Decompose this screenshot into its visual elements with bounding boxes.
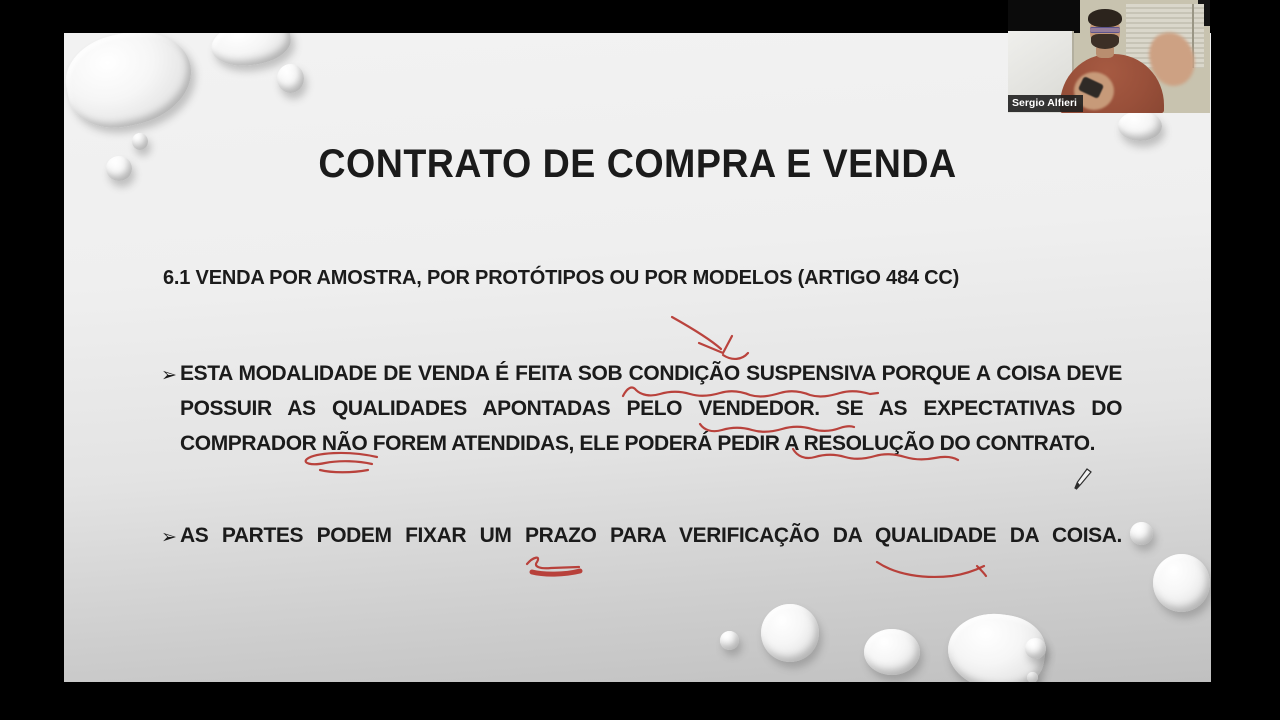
red-underline-prazo [527, 558, 580, 574]
webcam-overlay[interactable] [1008, 0, 1210, 113]
bullet-1-line-1: ESTA MODALIDADE DE VENDA É FEITA SOB CONDIÇÃO SUSPENSIVA PORQUE A COISA DEVE [180, 362, 1122, 385]
bullet-2-line-1: AS PARTES PODEM FIXAR UM PRAZO PARA VERIFICAÇÃO DA QUALIDADE DA COISA. [180, 524, 1122, 547]
water-droplet [1027, 672, 1038, 682]
bullet-1-line-2: POSSUIR AS QUALIDADES APONTADAS PELO VENDEDOR. SE AS EXPECTATIVAS DO [180, 397, 1122, 420]
water-droplet [1130, 522, 1153, 545]
red-arrow-to-condicao-suspensiva-icon [672, 317, 748, 359]
speaker-glasses [1090, 27, 1120, 33]
pen-cursor-icon [1072, 465, 1096, 491]
speaker-hair [1088, 9, 1122, 27]
bullet-1-line-3: COMPRADOR NÃO FOREM ATENDIDAS, ELE PODERÁ PEDIR A RESOLUÇÃO DO CONTRATO. [180, 432, 1096, 455]
webcam-dark-corner [1008, 0, 1080, 33]
participant-name-label: Sergio Alfieri [1008, 95, 1083, 112]
water-droplet [761, 604, 819, 662]
water-droplet [1025, 638, 1046, 659]
bullet-paragraph-1 [180, 356, 1122, 461]
bullet-arrow-marker: ➢ [161, 527, 177, 548]
water-droplet [1153, 554, 1210, 612]
red-underline-qualidade [877, 562, 986, 577]
water-droplet [720, 631, 739, 650]
water-droplet [1118, 111, 1162, 141]
bullet-paragraph-2 [180, 518, 1122, 553]
water-droplet [864, 629, 920, 675]
bullet-arrow-marker: ➢ [161, 365, 177, 386]
water-droplet [64, 33, 200, 137]
water-droplet [277, 64, 304, 93]
slide-title: CONTRATO DE COMPRA E VENDA [318, 142, 957, 186]
water-droplet [208, 33, 293, 70]
speaker-beard [1091, 34, 1119, 49]
presentation-slide [64, 33, 1211, 682]
slide-subtitle: 6.1 VENDA POR AMOSTRA, POR PROTÓTIPOS OU POR MODELOS (ARTIGO 484 CC) [163, 267, 960, 289]
